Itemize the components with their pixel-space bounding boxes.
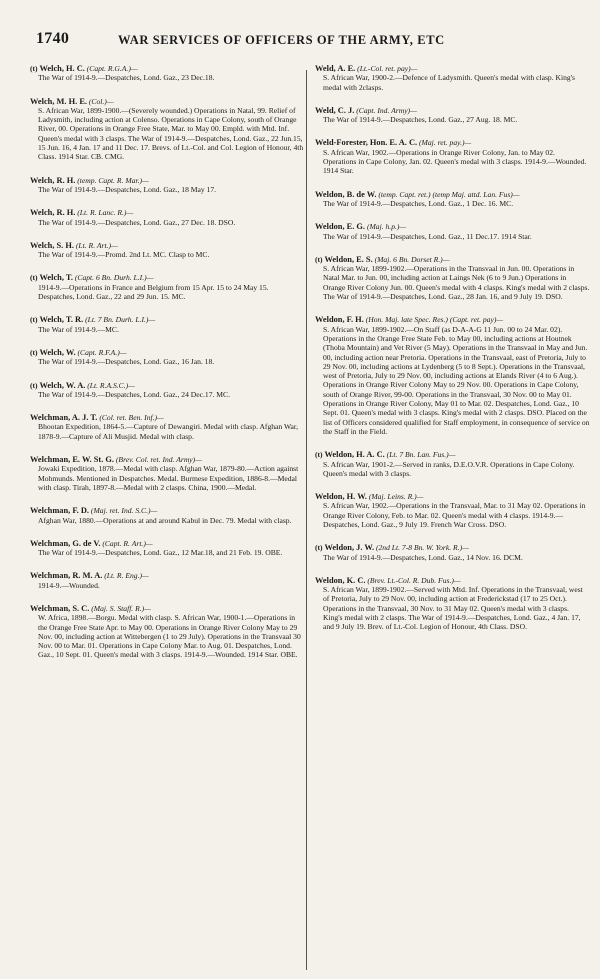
- entry-heading: [30, 97, 305, 106]
- service-record: Jowaki Expedition, 1878.—Medal with clasp. Afghan War, 1879-80.—Action against Mohmunds. Mentioned in Despatches. Medal. Burmese Expedition, 1886-8.—Medal with clasp. Tirah, 1897-8.—Medal with 2 clasps. China, 1900.—Medal.: [38, 464, 299, 492]
- officer-name: Weld, A. E.: [315, 64, 356, 73]
- officer-name: Weldon, E. G.: [315, 222, 366, 232]
- officer-name: Welch, W. A.: [39, 380, 86, 390]
- officer-rank: (Maj. h.p.)—: [366, 222, 407, 232]
- officer-rank: (Capt. Ind. Army)—: [356, 105, 417, 115]
- service-entry: [30, 208, 305, 227]
- service-entry: [315, 576, 590, 632]
- service-record: Bhootan Expedition, 1864-5.—Capture of Dewangiri. Medal with clasp. Afghan War, 1878-9.—Capture of Ali Musjid. Medal with clasp.: [38, 422, 299, 441]
- service-record: Afghan War, 1880.—Operations at and around Kabul in Dec. 79. Medal with clasp.: [38, 515, 292, 525]
- officer-rank: (Lt. 7 Bn. Durh. L.I.)—: [85, 315, 156, 325]
- service-entry: [315, 255, 590, 301]
- officer-rank: (Brev. Lt.-Col. R. Dub. Fus.)—: [367, 575, 461, 585]
- entry-prefix: (t): [30, 315, 38, 325]
- service-entry: [315, 543, 590, 562]
- entry-prefix: (t): [315, 543, 323, 553]
- entry-heading: [30, 348, 305, 357]
- entry-heading: [315, 576, 590, 585]
- service-record: The War of 1914-9.—Despatches, Lond. Gaz., 27 Aug. 18. MC.: [323, 115, 518, 125]
- officer-name: Welchman, A. J. T.: [30, 413, 98, 423]
- service-record: The War of 1914-9.—MC.: [38, 324, 119, 334]
- page-header: [0, 0, 600, 60]
- officer-rank: (Maj. ret. pay.)—: [419, 138, 472, 148]
- service-record: The War of 1914-9.—Despatches, Lond. Gaz., 27 Dec. 18. DSO.: [38, 217, 236, 227]
- officer-rank: (Brev. Col. ret. Ind. Army)—: [115, 455, 202, 465]
- service-record: The War of 1914-9.—Despatches, Lond. Gaz., 11 Dec.17. 1914 Star.: [323, 231, 532, 241]
- entry-prefix: (t): [30, 380, 38, 390]
- officer-name: Welch, R. H.: [30, 208, 76, 218]
- officer-name: Welchman, S. C.: [30, 603, 90, 613]
- entry-heading: [30, 273, 305, 282]
- service-record: The War of 1914-9.—Despatches, Lond. Gaz., 24 Dec.17. MC.: [38, 389, 230, 399]
- officer-rank: (Lt. R. Eng.)—: [104, 571, 149, 581]
- entry-heading: [30, 539, 305, 548]
- officer-name: Welch, T. R.: [39, 315, 84, 325]
- service-record: The War of 1914-9.—Despatches, Lond. Gaz., 16 Jan. 18.: [38, 357, 215, 367]
- entry-heading: [315, 190, 590, 199]
- officer-rank: (Capt. 6 Bn. Durh. L.I.)—: [74, 273, 154, 283]
- service-entry: [30, 241, 305, 260]
- entry-heading: [30, 413, 305, 422]
- entry-heading: [315, 315, 590, 324]
- right-column: [315, 64, 590, 646]
- officer-rank: (Lt. R.A.S.C.)—: [87, 380, 135, 390]
- officer-rank: (Maj. ret. Ind. S.C.)—: [90, 506, 158, 516]
- service-entry: [30, 348, 305, 367]
- entry-prefix: (t): [30, 273, 38, 283]
- running-title: WAR SERVICES OF OFFICERS OF THE ARMY, ETC: [118, 33, 445, 47]
- officer-rank: (Col.)—: [88, 96, 114, 106]
- entry-heading: [315, 255, 590, 264]
- service-record: S. African War, 1902.—Operations in the Transvaal, Mar. to 31 May 02. Operations in Orange River Colony, Feb. to Mar. 02. Queen's medal with 4 clasps. 1914-9.—Despatches, Lond. Gaz., 9 July 19. French War Cross. DSO.: [323, 501, 586, 529]
- entry-heading: [30, 571, 305, 580]
- service-record: W. Africa, 1898.—Borgu. Medal with clasp. S. African War, 1900-1.—Operations in the Orange Free State Apr. to May 00. Operations in Orange River Colony May to 29 Nov. 00, including action at Wittebergen (1 to 29 July). Operations in the Transvaal 30 Nov. 00 to Mar. 01. Operations in Cape Colony Mar. to Aug. 01. Despatches, Lond. Gaz., 10 Sept. 01. Queen's medal with 3 clasps. 1914-9.—Wounded. 1914 Star. OBE.: [38, 613, 301, 660]
- officer-rank: (Col. ret. Ben. Inf.)—: [99, 413, 164, 423]
- service-entry: [30, 381, 305, 400]
- entry-heading: [315, 222, 590, 231]
- officer-name: Weld, C. J.: [315, 105, 355, 115]
- service-entry: [315, 138, 590, 175]
- entry-heading: [30, 455, 305, 464]
- service-entry: [315, 492, 590, 529]
- service-record: S. African War, 1899-1900.—(Severely wounded.) Operations in Natal, 99. Relief of Ladysmith, including action at Colenso. Operations in Cape Colony, south of Orange River, 00. Operations in Orange Free State, Mar. to May 00. Empld. with Mtd. Inf. Queen's medal with 3 clasps. The War of 1914-9.—Despatches, Lond. Gaz., 22 Jun.15, 15 Jun. 16, 4 Jan. 17 and 11 Dec. 17. Brevs. of Lt.-Col. and Col. Legion of Honour, 4th Class. 1914 Star. CB. CMG.: [38, 105, 304, 162]
- officer-rank: (Maj. S. Staff. R.)—: [91, 603, 151, 613]
- officer-name: Weldon, H. A. C.: [324, 450, 385, 460]
- entry-heading: [30, 241, 305, 250]
- service-record: S. African War, 1902.—Operations in Orange River Colony, Jan. to May 02. Operations in Cape Colony, Jan. 02. Queen's medal with 3 clasps. 1914-9.—Wounded. 1914 Star.: [323, 147, 587, 176]
- entry-heading: [30, 64, 305, 73]
- officer-name: Welchman, F. D.: [30, 506, 90, 516]
- service-entry: [315, 106, 590, 125]
- entry-heading: [315, 64, 590, 73]
- entry-heading: [30, 506, 305, 515]
- officer-rank: (Lt.-Col. ret. pay)—: [357, 64, 418, 73]
- entry-prefix: (t): [30, 347, 38, 357]
- service-record: The War of 1914-9.—Despatches, Lond. Gaz., 12 Mar.18, and 21 Feb. 19. OBE.: [38, 548, 283, 558]
- service-entry: [315, 190, 590, 209]
- service-entry: [30, 315, 305, 334]
- service-entry: [30, 273, 305, 301]
- officer-rank: (Maj. 6 Bn. Dorset R.)—: [374, 254, 450, 264]
- service-entry: [30, 571, 305, 590]
- service-entry: [30, 455, 305, 492]
- entry-heading: [315, 543, 590, 552]
- officer-rank: (temp. Capt. ret.) (temp Maj. attd. Lan. Fus)—: [378, 189, 520, 199]
- service-entry: [315, 450, 590, 478]
- service-record: The War of 1914-9.—Despatches, Lond. Gaz., 14 Nov. 16. DCM.: [323, 552, 523, 562]
- officer-rank: (Hon. Maj. late Spec. Res.) (Capt. ret. pay)—: [365, 315, 504, 325]
- officer-name: Weldon, H. W.: [315, 492, 367, 502]
- officer-rank: (2nd Lt. 7-8 Bn. W. York. R.)—: [375, 543, 469, 553]
- service-entry: [30, 176, 305, 195]
- service-record: S. African War, 1899-1902.—Operations in the Transvaal in Jun. 00. Operations in Natal Mar. to Jun. 00, including action at Laings Nek (6 to 9 Jun.) Operations in Orange River Colony Jun. 00. Queen's medal with 4 clasps. King's medal with 2 clasps. The War of 1914-9.—Despatches, Lond. Gaz., 28 Jan. 16, and 9 July 19. DSO.: [323, 264, 590, 302]
- officer-rank: (Maj. Leins. R.)—: [368, 492, 424, 502]
- service-entry: [315, 64, 590, 92]
- officer-name: Welchman, R. M. A.: [30, 571, 103, 581]
- column-divider: [306, 70, 307, 970]
- service-record: 1914-9.—Wounded.: [38, 580, 100, 590]
- service-record: 1914-9.—Operations in France and Belgium from 15 Apr. 15 to 24 May 15. Despatches, Lond. Gaz., 22 and 29 Jun. 15. MC.: [38, 282, 269, 302]
- service-entry: [30, 97, 305, 162]
- entry-heading: [30, 176, 305, 185]
- officer-rank: (Capt. R. Art.)—: [102, 538, 153, 548]
- officer-rank: (temp. Capt. R. Mar.)—: [77, 175, 149, 185]
- entry-heading: [30, 604, 305, 613]
- entry-prefix: (t): [30, 64, 38, 73]
- officer-rank: (Capt. R.F.A.)—: [77, 347, 127, 357]
- officer-name: Weldon, J. W.: [324, 543, 375, 553]
- officer-rank: (Lt. R. Art.)—: [75, 240, 118, 250]
- entry-heading: [315, 450, 590, 459]
- service-entry: [30, 413, 305, 441]
- officer-name: Weldon, F. H.: [315, 315, 364, 325]
- service-record: The War of 1914-9.—Despatches, Lond. Gaz., 23 Dec.18.: [38, 73, 215, 83]
- entry-heading: [315, 492, 590, 501]
- page-number: 1740: [36, 30, 70, 47]
- service-entry: [315, 222, 590, 241]
- entry-heading: [30, 208, 305, 217]
- service-record: S. African War, 1901-2.—Served in ranks, D.E.O.V.R. Operations in Cape Colony. Queen's medal with 3 clasps.: [323, 459, 575, 478]
- officer-name: Welch, W.: [39, 347, 76, 357]
- entry-heading: [30, 381, 305, 390]
- service-record: The War of 1914-9.—Promd. 2nd Lt. MC. Clasp to MC.: [38, 250, 210, 260]
- officer-name: Welchman, G. de V.: [30, 538, 101, 548]
- entry-heading: [315, 106, 590, 115]
- service-record: S. African War, 1899-1902.—On Staff (as D-A-A-G 11 Jun. 00 to 24 Mar. 02). Operations in the Orange Free State Feb. to May 00, including actions at Houtnek (Thoba Mountain) and Vet River (5 May). Operations in the Transvaal in May and Jun. 00, including action near Pretoria. Operations in the Transvaal, east of Pretoria, July to 29 Nov. 00, including actions at Lydenberg (5 to 8 Sept.). Operations in the Transvaal, west of Pretoria, July to 29 Nov. 00, including actions at Elands River (4 to 6 Aug.). Operations in Orange River Colony May to 29 Nov. 00. Operations in Cape Colony, south of Orange River, 99-00. Operations in the Transvaal, 30 Nov. 00 to May 01. Operations in Orange River Colony, May 01 to Mar. 02. Despatches, Lond. Gaz., 10 Sept. 01. Queen's medal with 3 clasps. King's medal with 2 clasps. DSO. Placed on the list of Officers considered qualified for Staff employment, in consequence of service on the Staff in the Field.: [323, 324, 590, 436]
- service-entry: [30, 506, 305, 525]
- service-entry: [30, 539, 305, 558]
- service-record: S. African War, 1900-2.—Defence of Ladysmith. Queen's medal with clasp. King's medal with 2clasps.: [323, 73, 576, 92]
- officer-name: Welch, H. C.: [39, 64, 85, 73]
- officer-name: Weld-Forester, Hon. E. A. C.: [315, 138, 418, 148]
- entry-prefix: (t): [315, 450, 323, 460]
- left-column: [30, 64, 305, 674]
- service-record: The War of 1914-9.—Despatches, Lond. Gaz., 18 May 17.: [38, 184, 217, 194]
- officer-name: Weldon, K. C.: [315, 575, 366, 585]
- entry-prefix: (t): [315, 254, 323, 264]
- officer-rank: (Capt. R.G.A.)—: [86, 64, 138, 73]
- officer-name: Welchman, E. W. St. G.: [30, 455, 114, 465]
- service-entry: [30, 64, 305, 83]
- officer-rank: (Lt. 7 Bn. Lan. Fus.)—: [386, 450, 456, 460]
- entry-heading: [30, 315, 305, 324]
- service-record: The War of 1914-9.—Despatches, Lond. Gaz., 1 Dec. 16. MC.: [323, 198, 514, 208]
- officer-name: Weldon, E. S.: [324, 254, 373, 264]
- officer-rank: (Lt. R. Lanc. R.)—: [77, 208, 134, 218]
- service-record: S. African War, 1899-1902.—Served with Mtd. Inf. Operations in the Transvaal, west of Pretoria, July to 29 Nov. 00, including action at Frederickstad (17 to 25 Oct.). Operations in the Transvaal, 30 Nov. to 31 May 02. Queen's medal with 3 clasps. King's medal with 2 clasps. The War of 1914-9.—Despatches, Lond. Gaz., 4 Jan. 17, and 9 July 19. Brev. of Lt.-Col. Legion of Honour, 4th Class. DSO.: [323, 585, 583, 632]
- officer-name: Welch, R. H.: [30, 175, 76, 185]
- officer-name: Welch, M. H. E.: [30, 96, 87, 106]
- service-entry: [30, 604, 305, 660]
- officer-name: Welch, T.: [39, 273, 73, 283]
- officer-name: Welch, S. H.: [30, 240, 74, 250]
- service-entry: [315, 315, 590, 436]
- officer-name: Weldon, B. de W.: [315, 189, 377, 199]
- entry-heading: [315, 138, 590, 147]
